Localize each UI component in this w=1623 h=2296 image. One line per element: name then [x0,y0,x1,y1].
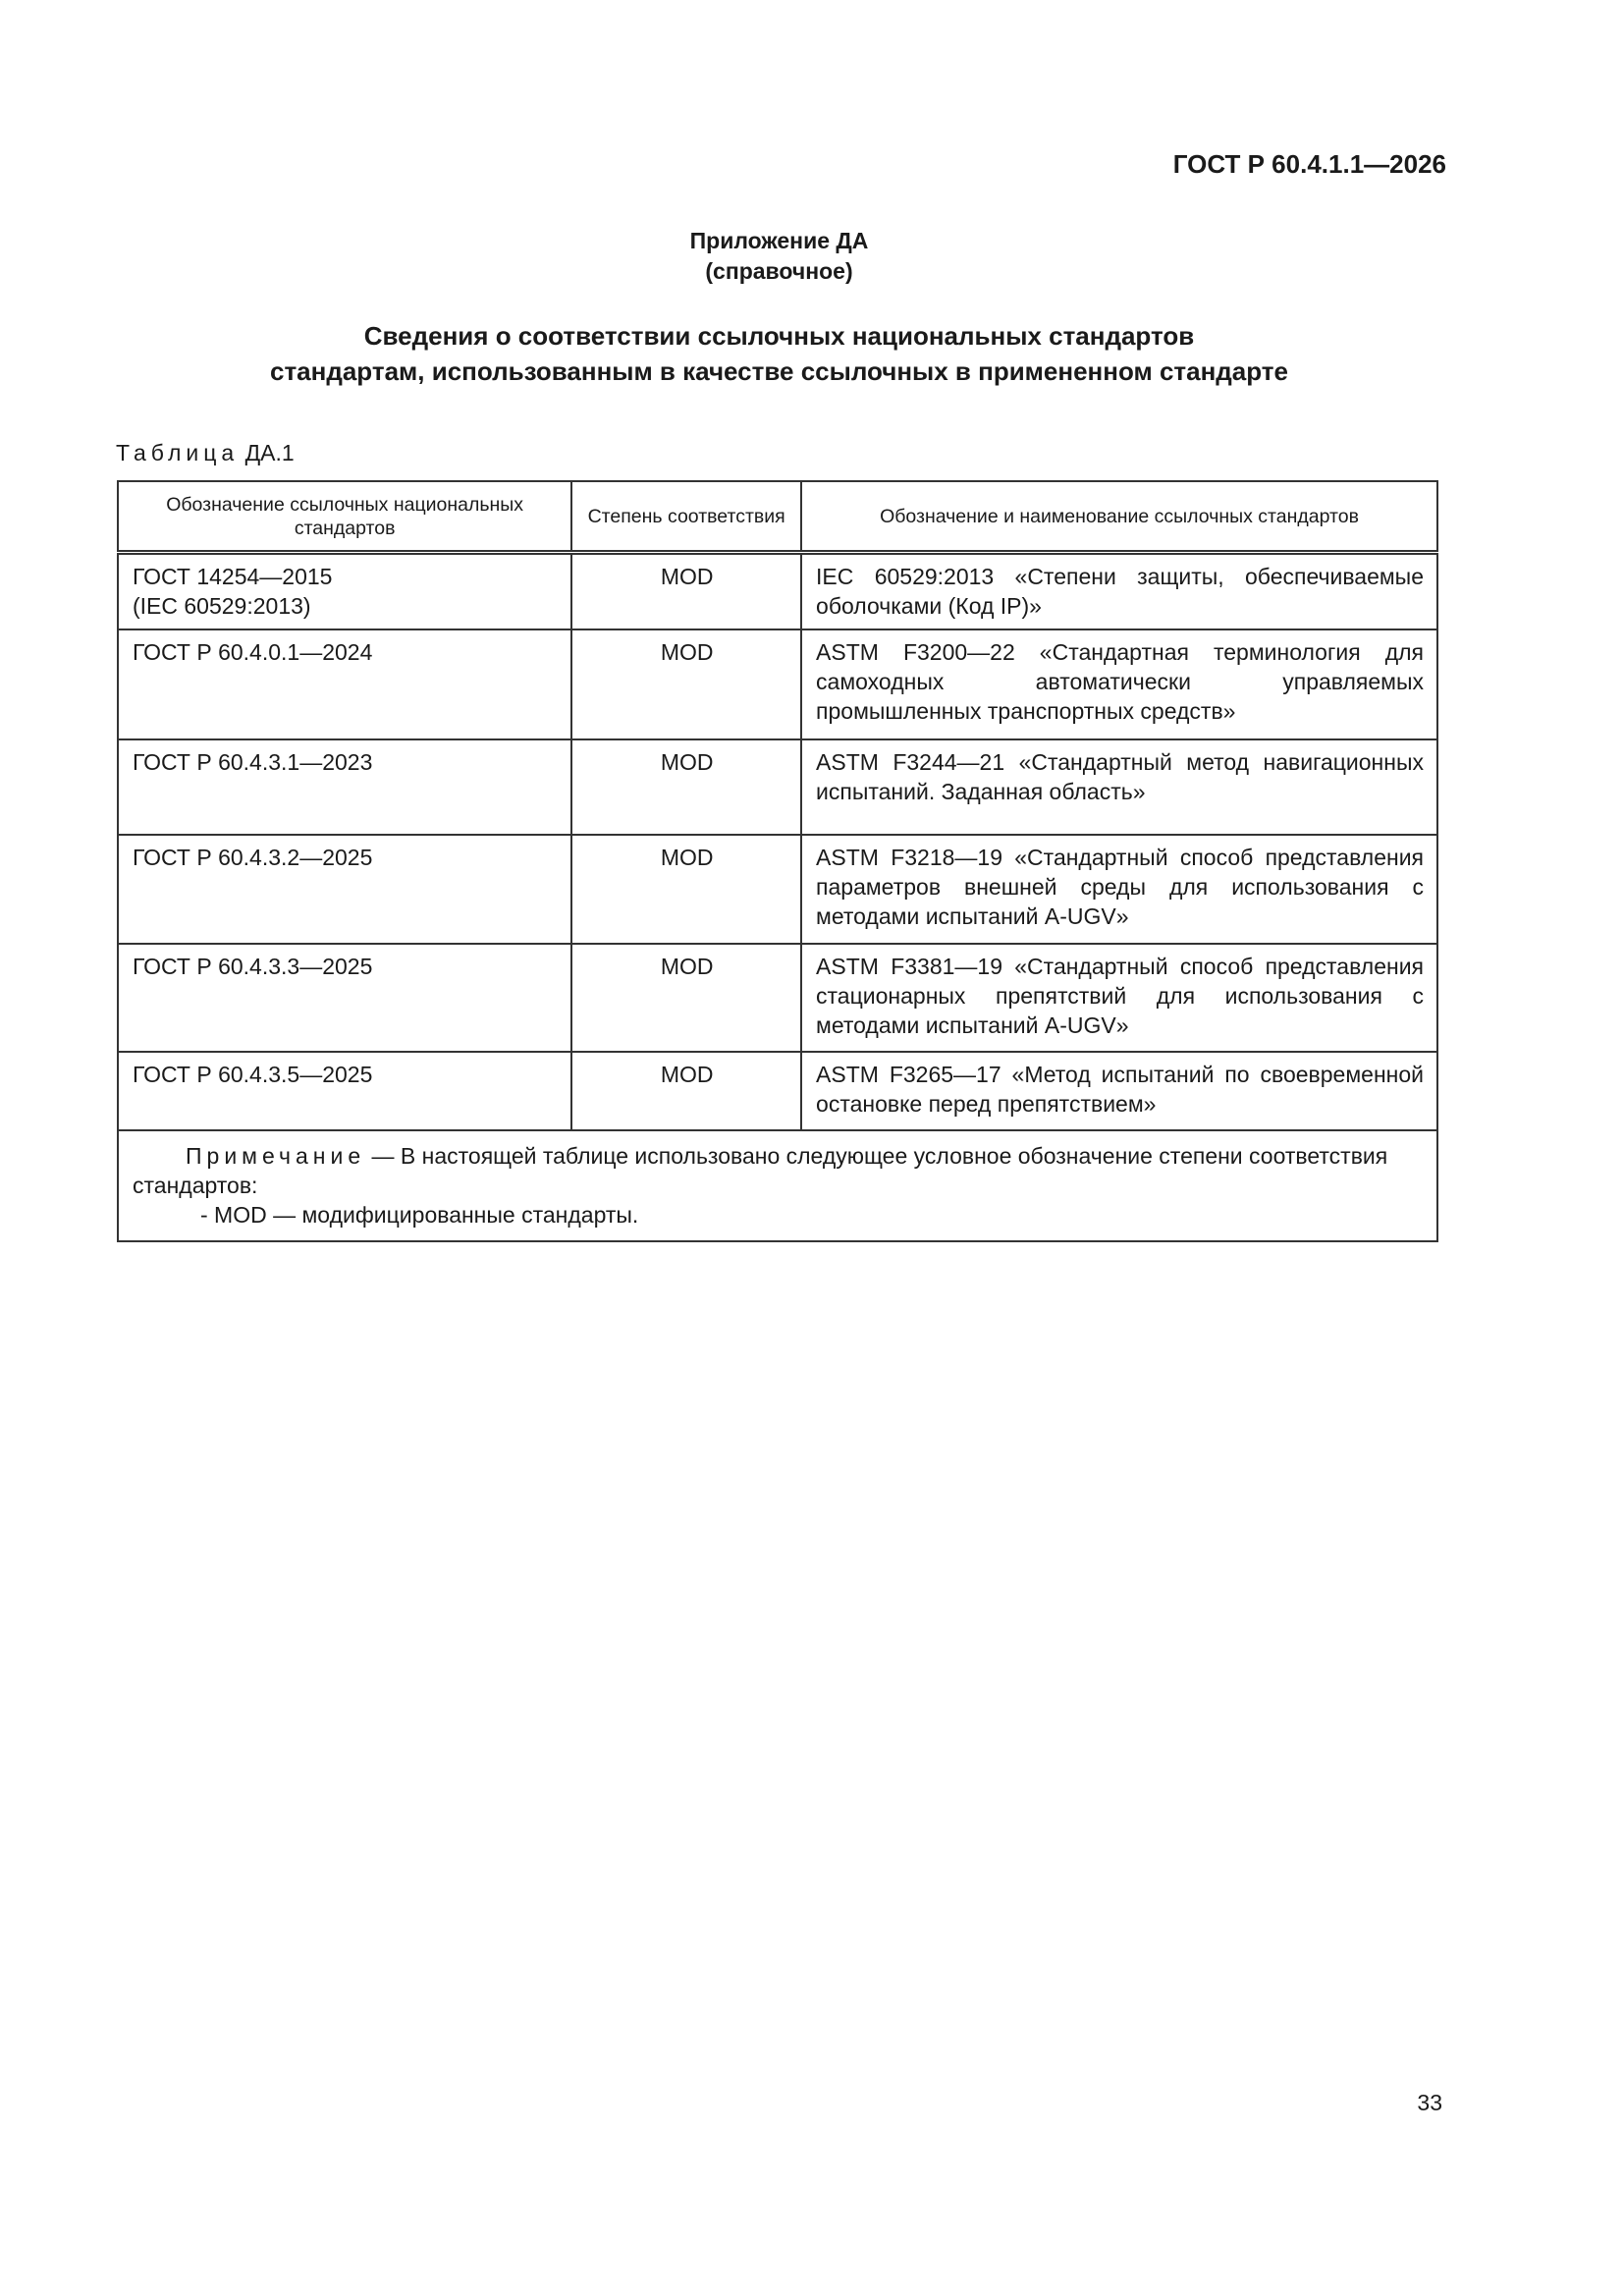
appendix-heading [0,226,1558,287]
degree-cell: MOD [571,739,801,835]
national-standard-cell [118,629,571,739]
table-row [118,553,1437,630]
table-label [116,440,295,466]
column-header-national: Обозначение ссылочных национальных стандартов [118,481,571,553]
national-standard: ГОСТ Р 60.4.3.1—2023 [133,749,373,775]
note-text: — В настоящей таблице использовано следующее условное обозначение степени соответствия стандартов: [133,1143,1388,1198]
national-standard-cell [118,1052,571,1130]
note-label: Примечание [186,1143,366,1169]
table-row [118,944,1437,1052]
section-title-line-1: Сведения о соответствии ссылочных национальных стандартов [363,321,1195,351]
degree-cell: MOD [571,1052,801,1130]
table-header-row [118,481,1437,553]
national-standard: ГОСТ 14254—2015 [133,564,333,589]
reference-standard-cell: ASTM F3381—19 «Стандартный способ представления стационарных препятствий для использования с методами испытаний A-UGV» [801,944,1437,1052]
reference-standard-cell: IEC 60529:2013 «Степени защиты, обеспечиваемые оболочками (Код IP)» [801,553,1437,630]
table-row [118,739,1437,835]
national-standard-cell [118,944,571,1052]
table-row [118,1052,1437,1130]
appendix-title: Приложение ДА [689,228,869,253]
table-label-number: ДА.1 [244,440,295,465]
reference-standard-cell: ASTM F3265—17 «Метод испытаний по своевременной остановке перед препятствием» [801,1052,1437,1130]
reference-standard-cell: ASTM F3200—22 «Стандартная терминология для самоходных автоматически управляемых промышленных транспортных средств» [801,629,1437,739]
national-standard-extra: (IEC 60529:2013) [133,593,311,619]
degree-cell: MOD [571,835,801,944]
page-number: 33 [1417,2090,1442,2115]
table-note [118,1130,1437,1241]
national-standard: ГОСТ Р 60.4.0.1—2024 [133,639,373,665]
table-row [118,835,1437,944]
degree-cell: MOD [571,944,801,1052]
appendix-subtitle: (справочное) [705,258,853,284]
table-row [118,629,1437,739]
section-title-line-2: стандартам, использованным в качестве ссылочных в примененном стандарте [269,356,1289,386]
national-standard: ГОСТ Р 60.4.3.5—2025 [133,1062,373,1087]
national-standard-cell [118,835,571,944]
column-header-reference: Обозначение и наименование ссылочных стандартов [801,481,1437,553]
reference-standard-cell: ASTM F3244—21 «Стандартный метод навигационных испытаний. Заданная область» [801,739,1437,835]
table-label-word: Таблица [116,440,240,465]
section-title [0,318,1558,389]
degree-cell: MOD [571,553,801,630]
column-header-degree: Степень соответствия [571,481,801,553]
standards-correspondence-table [117,480,1438,1242]
national-standard: ГОСТ Р 60.4.3.2—2025 [133,845,373,870]
reference-standard-cell: ASTM F3218—19 «Стандартный способ представления параметров внешней среды для использования с методами испытаний A-UGV» [801,835,1437,944]
table-note-row [118,1130,1437,1241]
note-item: - MOD — модифицированные стандарты. [200,1202,639,1228]
national-standard: ГОСТ Р 60.4.3.3—2025 [133,954,373,979]
national-standard-cell [118,739,571,835]
national-standard-cell [118,553,571,630]
degree-cell: MOD [571,629,801,739]
document-code: ГОСТ Р 60.4.1.1—2026 [1172,149,1446,179]
